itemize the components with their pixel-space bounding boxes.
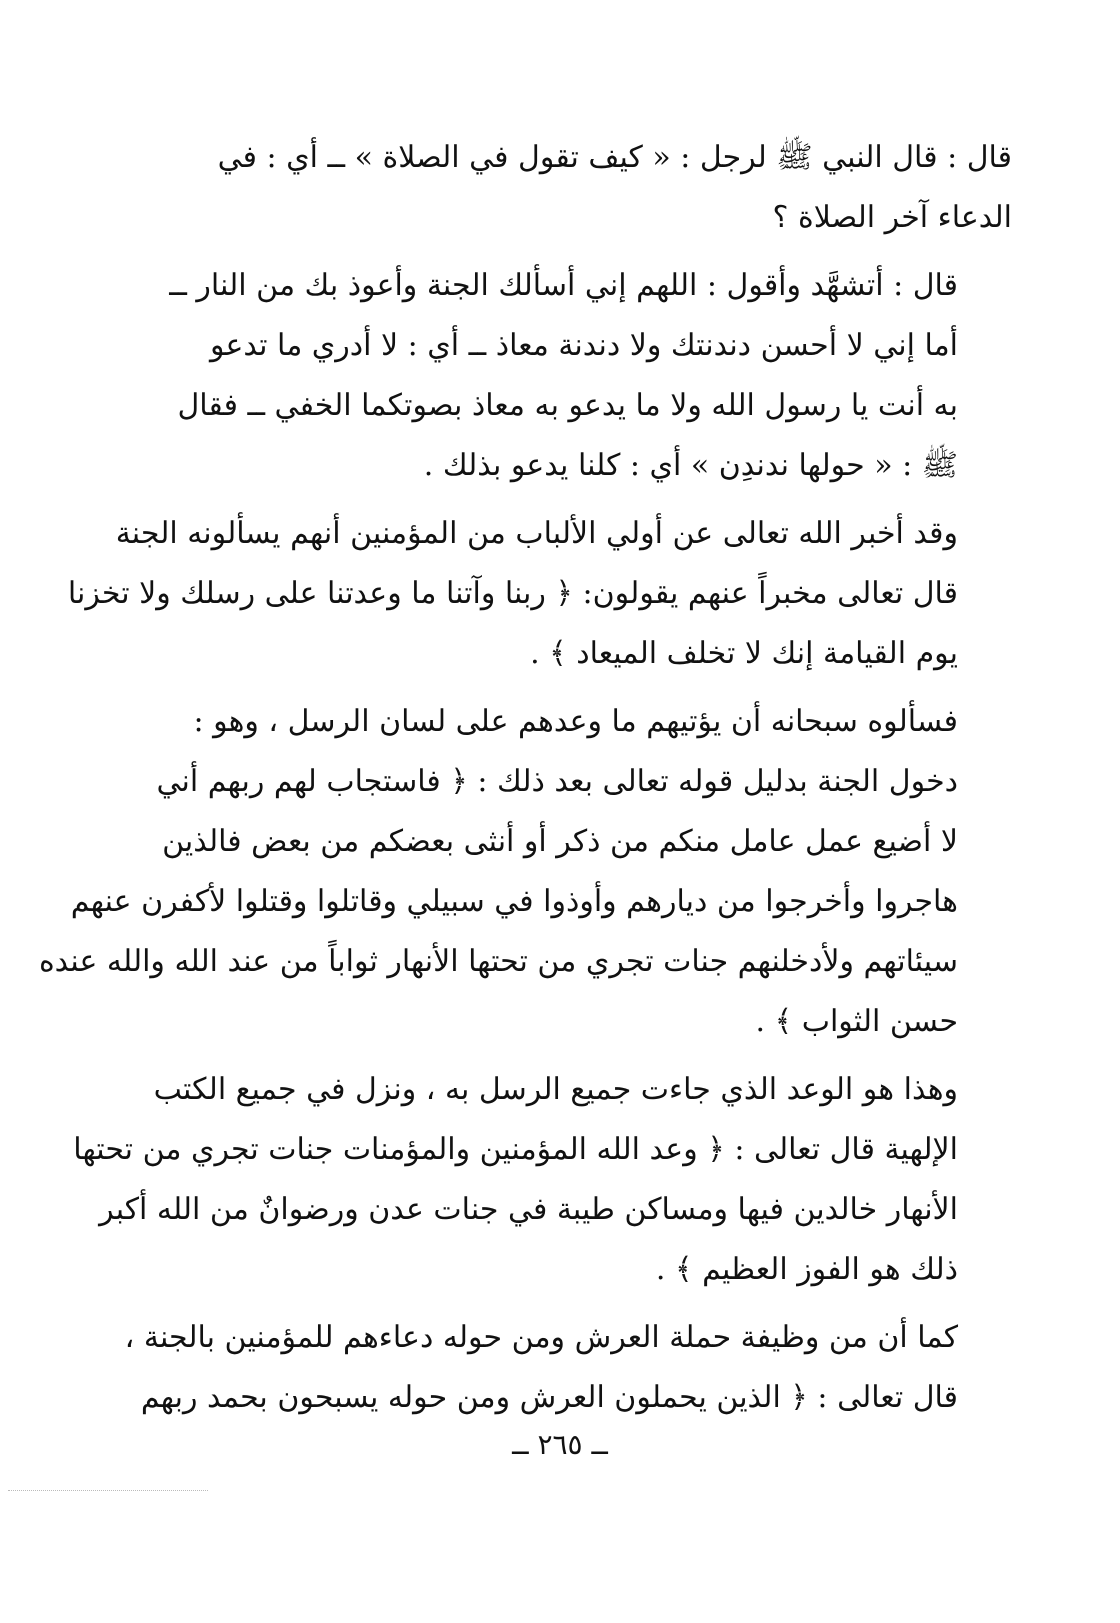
text-line: يوم القيامة إنك لا تخلف الميعاد ﴾ . [530,636,958,671]
text-line: ذلك هو الفوز العظيم ﴾ . [655,1252,958,1287]
text-line: كما أن من وظيفة حملة العرش ومن حوله دعاءهم للمؤمنين بالجنة ، [124,1320,958,1355]
text-line: لا أضيع عمل عامل منكم من ذكر أو أنثى بعضكم من بعض فالذين [162,824,958,859]
text-line: سيئاتهم ولأدخلنهم جنات تجري من تحتها الأنهار ثواباً من عند الله والله عنده [38,944,958,979]
page-body [38,128,1012,1436]
page-number: ــ ٢٦٥ ــ [512,1428,608,1461]
text-line: هاجروا وأخرجوا من ديارهم وأوذوا في سبيلي وقاتلوا وقتلوا لأكفرن عنهم [70,884,958,919]
text-line: قال تعالى : ﴿ الذين يحملون العرش ومن حوله يسبحون بحمد ربهم [140,1380,958,1415]
text-line: به أنت يا رسول الله ولا ما يدعو به معاذ بصوتكما الخفي ــ فقال [177,388,958,423]
text-line: وقد أخبر الله تعالى عن أولي الألباب من المؤمنين أنهم يسألونه الجنة [115,516,958,551]
text-line: الإلهية قال تعالى : ﴿ وعد الله المؤمنين والمؤمنات جنات تجري من تحتها [73,1132,958,1167]
text-line: قال تعالى مخبراً عنهم يقولون: ﴿ ربنا وآتنا ما وعدتنا على رسلك ولا تخزنا [67,576,958,611]
text-line: الأنهار خالدين فيها ومساكن طيبة في جنات عدن ورضوانٌ من الله أكبر [99,1192,958,1227]
text-line: أما إني لا أحسن دندنتك ولا دندنة معاذ ــ أي : لا أدري ما تدعو [210,328,958,363]
text-line: ﷺ : « حولها ندندِن » أي : كلنا يدعو بذلك . [423,448,958,483]
text-line: دخول الجنة بدليل قوله تعالى بعد ذلك : ﴿ فاستجاب لهم ربهم أني [156,764,958,799]
text-line: قال : أتشهَّد وأقول : اللهم إني أسألك الجنة وأعوذ بك من النار ــ [169,268,958,303]
text-line: حسن الثواب ﴾ . [755,1004,958,1039]
text-line: الدعاء آخر الصلاة ؟ [772,200,1012,235]
paragraph-4 [38,692,1012,1052]
paragraph-5 [73,1060,1012,1300]
text-line: وهذا هو الوعد الذي جاءت جميع الرسل به ، ونزل في جميع الكتب [153,1072,958,1107]
paragraph-2 [169,256,1012,496]
text-line: قال : قال النبي ﷺ لرجل : « كيف تقول في الصلاة » ــ أي : في [217,140,1012,175]
scan-edge-divider [8,1490,208,1491]
paragraph-6 [124,1308,1012,1428]
paragraph-3 [67,504,1012,684]
paragraph-1 [200,128,1012,248]
text-line: فسألوه سبحانه أن يؤتيهم ما وعدهم على لسان الرسل ، وهو : [193,704,958,739]
